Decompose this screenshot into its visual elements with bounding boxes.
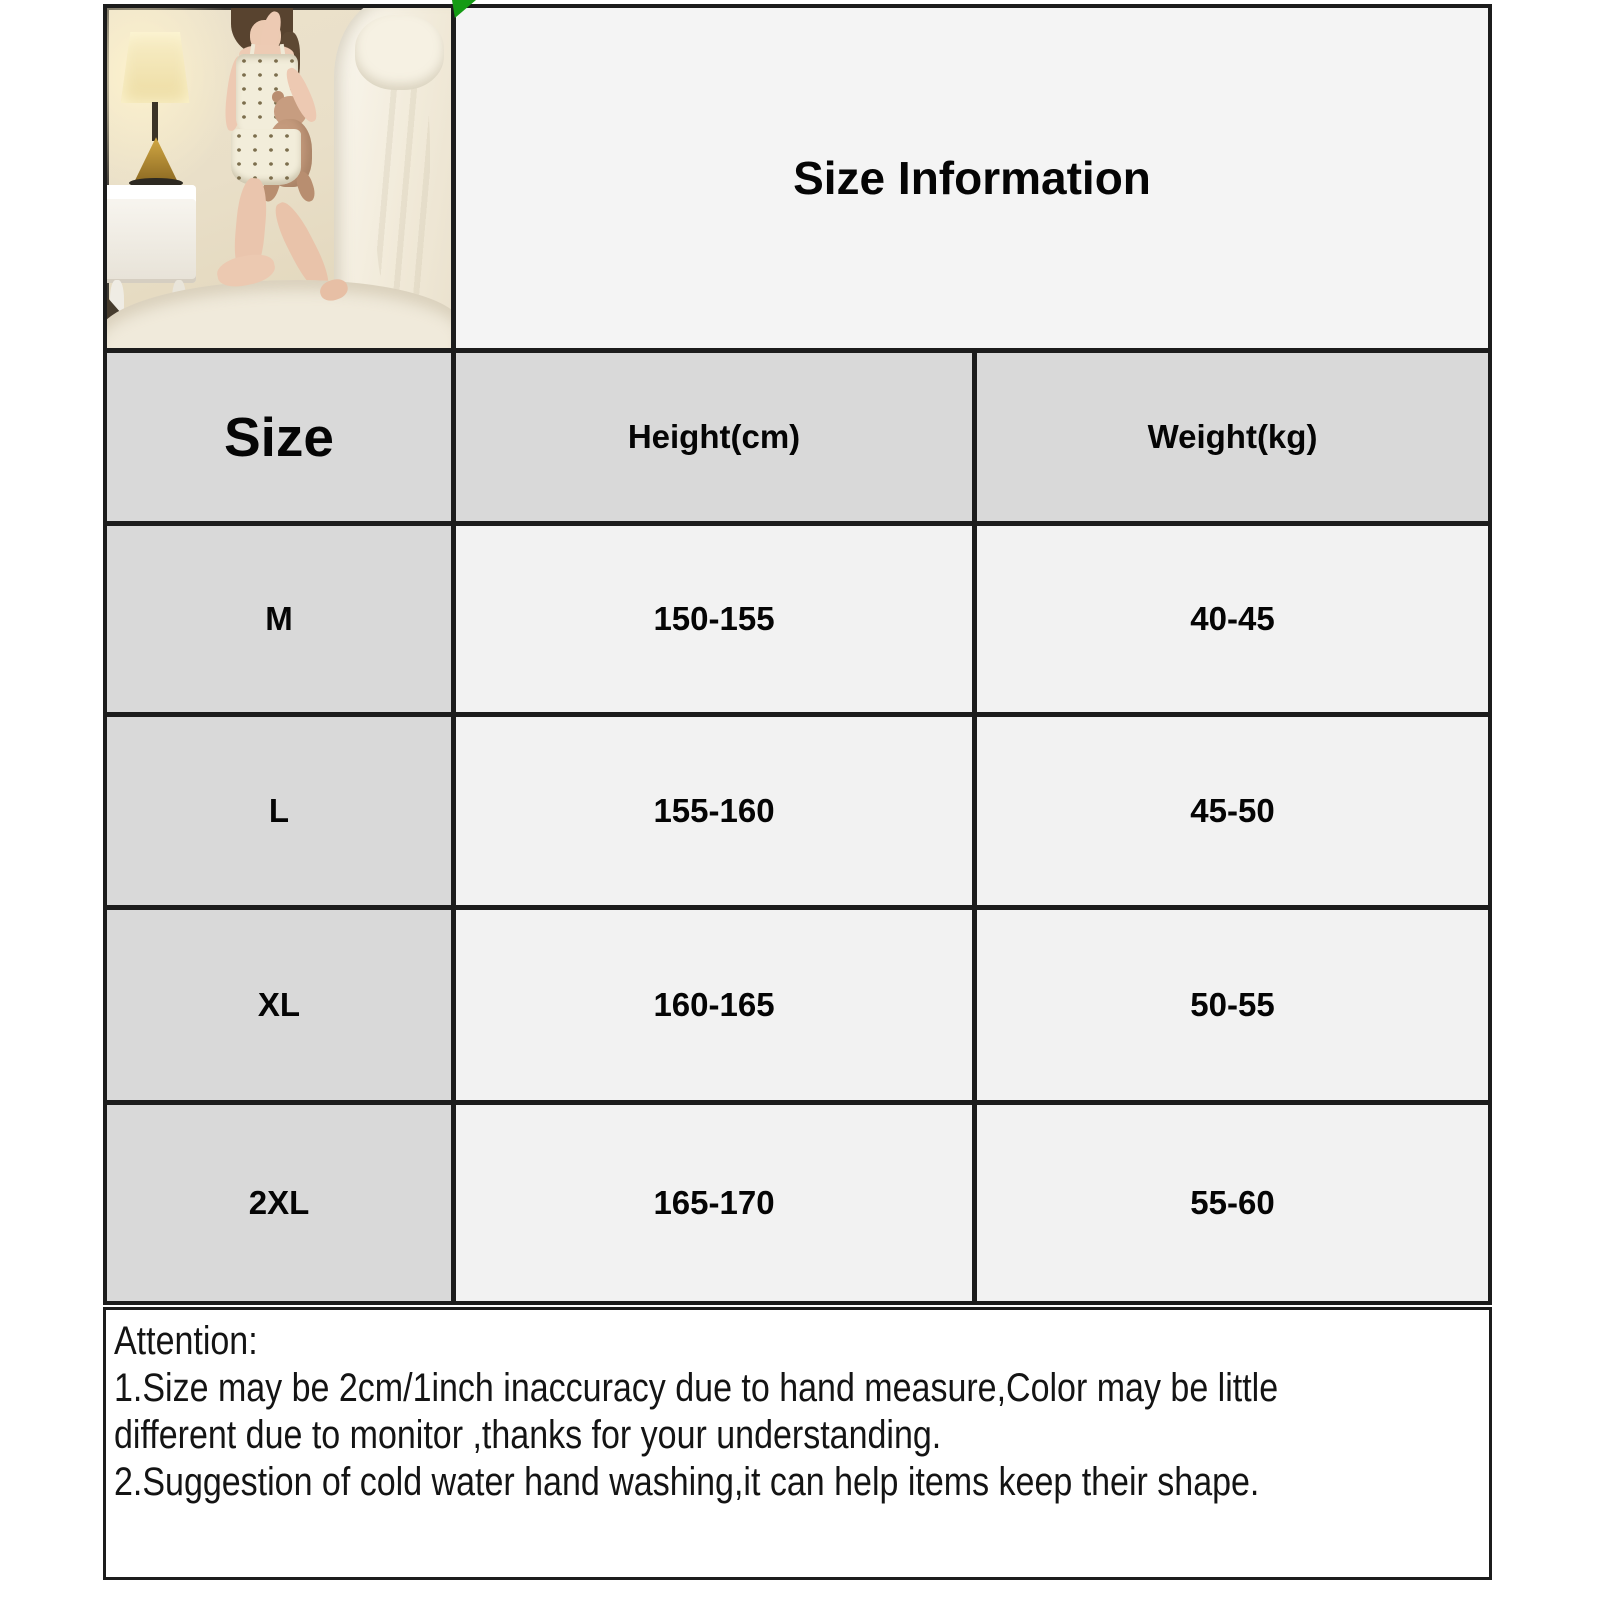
attention-line: different due to monitor ,thanks for your understanding. <box>114 1413 942 1457</box>
photo-rug <box>107 280 451 348</box>
weight-cell: 50-55 <box>977 910 1488 1100</box>
attention-box <box>103 1307 1492 1580</box>
page-title: Size Information <box>793 152 1151 204</box>
size-cell: L <box>107 717 451 905</box>
size-cell: 2XL <box>107 1105 451 1301</box>
header-cell-size: Size <box>107 353 451 521</box>
photo-nightstand <box>107 185 196 284</box>
title-cell <box>456 8 1488 348</box>
header-cell-height: Height(cm) <box>456 353 972 521</box>
size-cell: M <box>107 526 451 712</box>
product-photo <box>107 8 451 348</box>
header-cell-weight: Weight(kg) <box>977 353 1488 521</box>
height-cell: 150-155 <box>456 526 972 712</box>
photo-bedding <box>355 15 444 90</box>
height-cell: 165-170 <box>456 1105 972 1301</box>
photo-pajama-shorts <box>231 129 302 185</box>
size-cell: XL <box>107 910 451 1100</box>
photo-lamp-shade <box>121 32 190 103</box>
weight-cell: 55-60 <box>977 1105 1488 1301</box>
height-cell: 155-160 <box>456 717 972 905</box>
size-table <box>103 4 1492 1305</box>
weight-cell: 40-45 <box>977 526 1488 712</box>
attention-line: 2.Suggestion of cold water hand washing,it can help items keep their shape. <box>114 1460 1260 1504</box>
weight-cell: 45-50 <box>977 717 1488 905</box>
height-cell: 160-165 <box>456 910 972 1100</box>
attention-heading: Attention: <box>114 1319 258 1363</box>
photo-lamp-stem <box>152 102 158 141</box>
attention-line: 1.Size may be 2cm/1inch inaccuracy due to hand measure,Color may be little <box>114 1366 1279 1410</box>
